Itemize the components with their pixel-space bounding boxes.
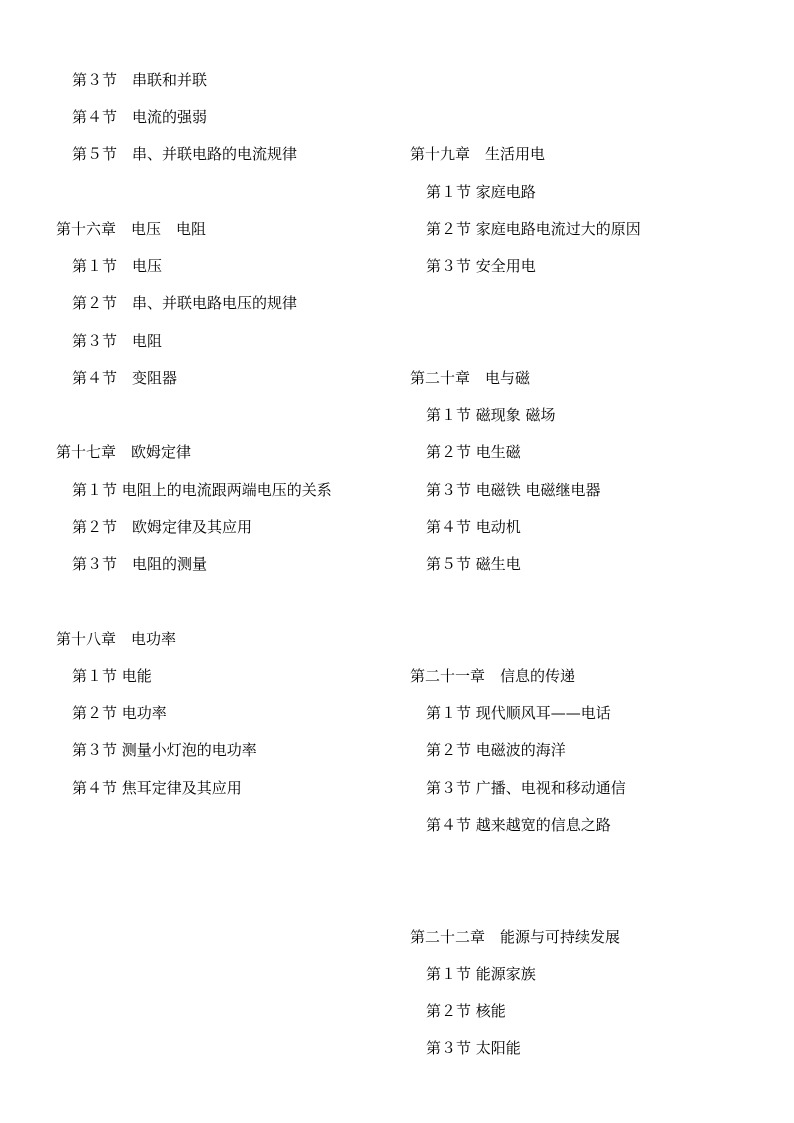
toc-section-21-2: 第２节 电磁波的海洋	[426, 741, 566, 759]
toc-section-16-1: 第１节 电压	[72, 257, 163, 275]
toc-section-18-1: 第１节 电能	[72, 667, 152, 685]
toc-chapter-18: 第十八章 电功率	[56, 630, 177, 648]
toc-section-19-2: 第２节 家庭电路电流过大的原因	[426, 220, 641, 238]
toc-section-16-3: 第３节 电阻	[72, 332, 163, 350]
toc-section-19-1: 第１节 家庭电路	[426, 183, 536, 201]
toc-section-20-2: 第２节 电生磁	[426, 443, 521, 461]
toc-section-16-2: 第２节 串、并联电路电压的规律	[72, 294, 298, 312]
toc-section-19-3: 第３节 安全用电	[426, 257, 536, 275]
toc-section-18-3: 第３节 测量小灯泡的电功率	[72, 741, 257, 759]
toc-section-21-3: 第３节 广播、电视和移动通信	[426, 779, 626, 797]
toc-section-15-4: 第４节 电流的强弱	[72, 108, 208, 126]
toc-chapter-17: 第十七章 欧姆定律	[56, 443, 192, 461]
toc-chapter-22: 第二十二章 能源与可持续发展	[410, 928, 621, 946]
toc-section-22-3: 第３节 太阳能	[426, 1039, 521, 1057]
toc-section-17-3: 第３节 电阻的测量	[72, 555, 208, 573]
toc-section-20-3: 第３节 电磁铁 电磁继电器	[426, 481, 601, 499]
toc-section-20-4: 第４节 电动机	[426, 518, 521, 536]
toc-chapter-19: 第十九章 生活用电	[410, 145, 546, 163]
toc-section-20-5: 第５节 磁生电	[426, 555, 521, 573]
toc-section-22-1: 第１节 能源家族	[426, 965, 536, 983]
toc-section-16-4: 第４节 变阻器	[72, 369, 178, 387]
toc-section-17-1: 第１节 电阻上的电流跟两端电压的关系	[72, 481, 332, 499]
toc-section-22-2: 第２节 核能	[426, 1002, 506, 1020]
toc-section-18-4: 第４节 焦耳定律及其应用	[72, 779, 242, 797]
toc-chapter-21: 第二十一章 信息的传递	[410, 667, 576, 685]
toc-section-20-1: 第１节 磁现象 磁场	[426, 406, 556, 424]
toc-chapter-16: 第十六章 电压 电阻	[56, 220, 207, 238]
toc-section-21-1: 第１节 现代顺风耳——电话	[426, 704, 611, 722]
toc-section-15-5: 第５节 串、并联电路的电流规律	[72, 145, 298, 163]
toc-chapter-20: 第二十章 电与磁	[410, 369, 531, 387]
toc-section-18-2: 第２节 电功率	[72, 704, 167, 722]
toc-section-15-3: 第３节 串联和并联	[72, 71, 208, 89]
toc-section-17-2: 第２节 欧姆定律及其应用	[72, 518, 253, 536]
toc-section-21-4: 第４节 越来越宽的信息之路	[426, 816, 611, 834]
